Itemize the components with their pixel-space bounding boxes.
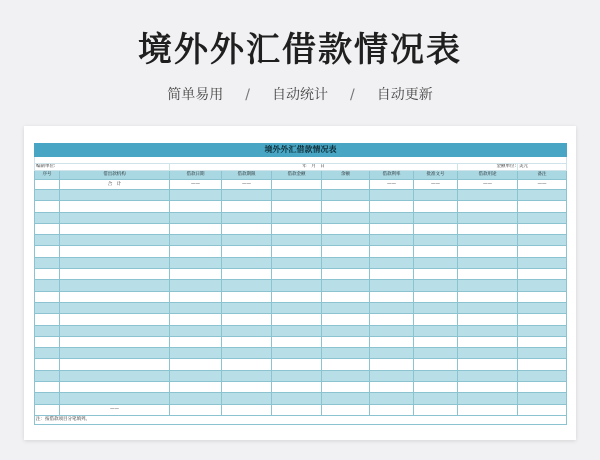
table-cell[interactable] <box>222 404 272 415</box>
table-cell[interactable] <box>518 235 567 246</box>
table-cell[interactable] <box>322 348 370 359</box>
table-cell[interactable] <box>60 212 170 223</box>
table-cell[interactable] <box>222 393 272 404</box>
table-cell[interactable] <box>322 336 370 347</box>
table-cell[interactable] <box>518 291 567 302</box>
table-row <box>35 280 567 291</box>
table-cell[interactable] <box>272 370 322 381</box>
table-cell[interactable] <box>414 190 458 201</box>
table-cell[interactable] <box>272 201 322 212</box>
table-cell[interactable] <box>222 359 272 370</box>
table-cell[interactable] <box>322 223 370 234</box>
table-cell[interactable] <box>272 336 322 347</box>
table-cell[interactable] <box>458 190 518 201</box>
separator: / <box>245 87 250 103</box>
table-cell[interactable] <box>60 348 170 359</box>
table-cell[interactable] <box>170 370 222 381</box>
table-cell[interactable] <box>222 291 272 302</box>
table-cell[interactable] <box>458 382 518 393</box>
currency-value: 美元 <box>518 164 567 171</box>
table-cell[interactable] <box>322 212 370 223</box>
table-cell[interactable] <box>272 393 322 404</box>
table-cell[interactable] <box>322 269 370 280</box>
table-cell[interactable] <box>222 280 272 291</box>
feature-easy: 简单易用 <box>167 87 224 103</box>
table-cell[interactable] <box>518 269 567 280</box>
table-row <box>35 235 567 246</box>
table-cell[interactable] <box>322 246 370 257</box>
table-cell[interactable] <box>272 359 322 370</box>
table-cell[interactable] <box>272 291 322 302</box>
table-cell[interactable] <box>170 223 222 234</box>
total-approval-dash: —— <box>414 180 458 190</box>
table-cell[interactable] <box>272 280 322 291</box>
table-cell[interactable] <box>60 370 170 381</box>
table-cell[interactable] <box>322 302 370 313</box>
table-row <box>35 348 567 359</box>
column-header: 借款金额 <box>272 171 322 180</box>
table-cell[interactable] <box>458 404 518 415</box>
table-cell[interactable] <box>414 291 458 302</box>
table-cell[interactable] <box>272 302 322 313</box>
table-cell[interactable] <box>222 223 272 234</box>
column-header: 借出款机构 <box>60 171 170 180</box>
table-cell[interactable] <box>518 382 567 393</box>
table-cell[interactable] <box>222 201 272 212</box>
table-cell[interactable] <box>414 382 458 393</box>
table-cell[interactable] <box>458 223 518 234</box>
table-cell[interactable] <box>222 348 272 359</box>
table-cell[interactable] <box>458 359 518 370</box>
table-cell[interactable] <box>170 246 222 257</box>
table-cell[interactable] <box>60 382 170 393</box>
table-cell[interactable] <box>518 393 567 404</box>
spreadsheet-preview <box>24 126 576 440</box>
table-cell[interactable] <box>370 336 414 347</box>
table-cell[interactable] <box>458 235 518 246</box>
table-cell[interactable] <box>35 201 60 212</box>
table-cell[interactable] <box>170 280 222 291</box>
amount-unit-label: 金额单位: <box>458 164 518 171</box>
table-cell[interactable] <box>322 280 370 291</box>
table-note: 注：按借款项目分笔填列。 <box>35 415 567 424</box>
table-cell[interactable] <box>458 336 518 347</box>
table-cell[interactable] <box>414 359 458 370</box>
table-cell[interactable] <box>35 212 60 223</box>
table-cell[interactable] <box>272 348 322 359</box>
table-row <box>35 190 567 201</box>
table-cell[interactable] <box>170 302 222 313</box>
table-cell[interactable] <box>414 325 458 336</box>
table-cell[interactable] <box>518 246 567 257</box>
feature-auto-update: 自动更新 <box>376 87 433 103</box>
table-cell[interactable] <box>322 235 370 246</box>
table-row <box>35 382 567 393</box>
table-cell[interactable] <box>322 404 370 415</box>
table-cell[interactable] <box>518 280 567 291</box>
table-cell[interactable] <box>518 302 567 313</box>
table-cell[interactable] <box>414 336 458 347</box>
table-cell[interactable] <box>60 223 170 234</box>
column-header: 序号 <box>35 171 60 180</box>
table-cell[interactable] <box>458 370 518 381</box>
table-cell[interactable] <box>414 393 458 404</box>
total-term-dash: —— <box>222 180 272 190</box>
table-cell[interactable] <box>170 382 222 393</box>
table-cell[interactable] <box>222 370 272 381</box>
table-row <box>35 325 567 336</box>
table-cell[interactable] <box>35 325 60 336</box>
table-cell[interactable] <box>414 201 458 212</box>
table-cell[interactable] <box>170 291 222 302</box>
total-remark-dash: —— <box>518 180 567 190</box>
column-header: 借款期限 <box>222 171 272 180</box>
total-label: 合 计 <box>60 180 170 190</box>
table-row <box>35 370 567 381</box>
table-cell[interactable] <box>322 382 370 393</box>
column-header: 借款利率 <box>370 171 414 180</box>
table-cell[interactable] <box>370 302 414 313</box>
dash-marker-cell[interactable]: —— <box>60 404 170 415</box>
table-cell[interactable] <box>458 212 518 223</box>
table-cell[interactable] <box>60 201 170 212</box>
table-cell[interactable] <box>322 257 370 268</box>
table-cell[interactable] <box>170 336 222 347</box>
table-cell[interactable] <box>272 314 322 325</box>
table-cell[interactable] <box>60 302 170 313</box>
table-cell[interactable] <box>370 235 414 246</box>
table-cell[interactable] <box>322 314 370 325</box>
table-cell[interactable] <box>458 325 518 336</box>
table-cell[interactable] <box>518 201 567 212</box>
table-cell[interactable] <box>60 336 170 347</box>
meta-spacer <box>35 157 567 164</box>
table-cell[interactable] <box>414 404 458 415</box>
table-cell[interactable] <box>370 348 414 359</box>
table-cell[interactable] <box>370 201 414 212</box>
table-cell[interactable] <box>518 257 567 268</box>
table-cell[interactable] <box>518 190 567 201</box>
feature-list <box>0 84 600 104</box>
table-cell[interactable] <box>370 190 414 201</box>
table-cell[interactable] <box>222 302 272 313</box>
table-cell[interactable] <box>222 257 272 268</box>
table-row <box>35 393 567 404</box>
table-row <box>35 404 567 415</box>
table-cell[interactable] <box>414 302 458 313</box>
table-cell[interactable] <box>458 393 518 404</box>
column-header: 备注 <box>518 171 567 180</box>
table-cell[interactable] <box>458 246 518 257</box>
table-cell[interactable] <box>370 359 414 370</box>
table-cell[interactable] <box>518 359 567 370</box>
table-cell[interactable] <box>222 314 272 325</box>
table-row <box>35 201 567 212</box>
table-cell[interactable] <box>370 280 414 291</box>
table-cell[interactable] <box>35 291 60 302</box>
table-cell[interactable] <box>222 212 272 223</box>
table-cell[interactable] <box>170 348 222 359</box>
table-cell[interactable] <box>458 314 518 325</box>
table-cell[interactable] <box>35 359 60 370</box>
table-row <box>35 302 567 313</box>
table-cell[interactable] <box>414 257 458 268</box>
table-cell[interactable] <box>35 302 60 313</box>
table-cell[interactable] <box>60 235 170 246</box>
table-cell[interactable] <box>35 382 60 393</box>
table-cell[interactable] <box>518 348 567 359</box>
table-cell[interactable] <box>170 404 222 415</box>
table-cell[interactable] <box>322 370 370 381</box>
table-cell[interactable] <box>272 257 322 268</box>
table-row <box>35 359 567 370</box>
table-cell[interactable] <box>370 325 414 336</box>
table-cell[interactable] <box>272 190 322 201</box>
table-cell[interactable] <box>518 212 567 223</box>
table-cell[interactable] <box>272 382 322 393</box>
total-index-cell[interactable] <box>35 180 60 190</box>
table-cell[interactable] <box>322 190 370 201</box>
table-cell[interactable] <box>222 190 272 201</box>
table-cell[interactable] <box>170 314 222 325</box>
table-cell[interactable] <box>272 235 322 246</box>
table-cell[interactable] <box>370 257 414 268</box>
table-cell[interactable] <box>170 325 222 336</box>
table-cell[interactable] <box>458 291 518 302</box>
table-cell[interactable] <box>60 314 170 325</box>
table-cell[interactable] <box>518 404 567 415</box>
table-cell[interactable] <box>272 212 322 223</box>
table-cell[interactable] <box>222 382 272 393</box>
table-cell[interactable] <box>518 336 567 347</box>
table-cell[interactable] <box>35 190 60 201</box>
table-cell[interactable] <box>222 246 272 257</box>
table-row <box>35 246 567 257</box>
table-cell[interactable] <box>370 291 414 302</box>
table-cell[interactable] <box>272 269 322 280</box>
table-cell[interactable] <box>272 404 322 415</box>
page-title: 境外外汇借款情况表 <box>138 30 462 70</box>
table-cell[interactable] <box>518 223 567 234</box>
table-cell[interactable] <box>35 235 60 246</box>
table-cell[interactable] <box>272 246 322 257</box>
table-cell[interactable] <box>458 302 518 313</box>
table-cell[interactable] <box>60 291 170 302</box>
table-cell[interactable] <box>60 269 170 280</box>
table-row <box>35 314 567 325</box>
table-cell[interactable] <box>35 336 60 347</box>
table-cell[interactable] <box>35 370 60 381</box>
total-date-dash: —— <box>170 180 222 190</box>
table-cell[interactable] <box>322 201 370 212</box>
table-cell[interactable] <box>170 201 222 212</box>
table-row <box>35 336 567 347</box>
table-cell[interactable] <box>35 404 60 415</box>
total-rate-dash: —— <box>370 180 414 190</box>
table-cell[interactable] <box>518 325 567 336</box>
table-cell[interactable] <box>414 212 458 223</box>
table-cell[interactable] <box>414 280 458 291</box>
table-cell[interactable] <box>222 336 272 347</box>
table-cell[interactable] <box>458 257 518 268</box>
table-cell[interactable] <box>414 223 458 234</box>
table-cell[interactable] <box>35 280 60 291</box>
table-cell[interactable] <box>322 359 370 370</box>
table-cell[interactable] <box>170 269 222 280</box>
column-header: 余额 <box>322 171 370 180</box>
loan-table <box>34 143 567 425</box>
table-cell[interactable] <box>170 393 222 404</box>
table-cell[interactable] <box>60 325 170 336</box>
table-cell[interactable] <box>35 269 60 280</box>
table-cell[interactable] <box>414 314 458 325</box>
table-cell[interactable] <box>370 269 414 280</box>
column-header: 批准文号 <box>414 171 458 180</box>
table-row <box>35 257 567 268</box>
table-row <box>35 212 567 223</box>
table-cell[interactable] <box>35 348 60 359</box>
table-cell[interactable] <box>458 269 518 280</box>
table-cell[interactable] <box>170 190 222 201</box>
table-cell[interactable] <box>458 348 518 359</box>
table-cell[interactable] <box>370 223 414 234</box>
total-purpose-dash: —— <box>458 180 518 190</box>
table-cell[interactable] <box>370 370 414 381</box>
table-cell[interactable] <box>60 393 170 404</box>
table-cell[interactable] <box>35 393 60 404</box>
table-cell[interactable] <box>370 382 414 393</box>
table-cell[interactable] <box>170 235 222 246</box>
table-cell[interactable] <box>414 246 458 257</box>
table-cell[interactable] <box>60 257 170 268</box>
feature-auto-count: 自动统计 <box>272 87 328 103</box>
column-header: 借款用途 <box>458 171 518 180</box>
table-row <box>35 269 567 280</box>
table-cell[interactable] <box>518 314 567 325</box>
table-cell[interactable] <box>322 291 370 302</box>
table-cell[interactable] <box>414 235 458 246</box>
table-cell[interactable] <box>370 393 414 404</box>
table-cell[interactable] <box>60 190 170 201</box>
table-cell[interactable] <box>222 325 272 336</box>
table-cell[interactable] <box>35 314 60 325</box>
date-label: 年 月 日 <box>170 164 458 171</box>
table-cell[interactable] <box>414 370 458 381</box>
separator: / <box>350 87 355 103</box>
table-cell[interactable] <box>222 269 272 280</box>
table-cell[interactable] <box>60 246 170 257</box>
total-balance-cell[interactable] <box>322 180 370 190</box>
table-cell[interactable] <box>370 404 414 415</box>
table-cell[interactable] <box>170 257 222 268</box>
table-cell[interactable] <box>322 393 370 404</box>
table-cell[interactable] <box>35 246 60 257</box>
table-cell[interactable] <box>170 212 222 223</box>
total-amount-cell[interactable] <box>272 180 322 190</box>
table-cell[interactable] <box>272 325 322 336</box>
table-cell[interactable] <box>35 257 60 268</box>
table-cell[interactable] <box>414 269 458 280</box>
table-cell[interactable] <box>35 223 60 234</box>
sheet-title: 境外外汇借款情况表 <box>35 144 567 157</box>
table-cell[interactable] <box>518 370 567 381</box>
table-cell[interactable] <box>370 246 414 257</box>
table-cell[interactable] <box>272 223 322 234</box>
unit-label: 编制单位: <box>35 164 170 171</box>
table-cell[interactable] <box>222 235 272 246</box>
table-cell[interactable] <box>458 201 518 212</box>
table-cell[interactable] <box>370 314 414 325</box>
table-cell[interactable] <box>60 280 170 291</box>
table-cell[interactable] <box>370 212 414 223</box>
table-cell[interactable] <box>60 359 170 370</box>
table-row <box>35 291 567 302</box>
table-cell[interactable] <box>170 359 222 370</box>
table-cell[interactable] <box>322 325 370 336</box>
table-row <box>35 223 567 234</box>
table-cell[interactable] <box>458 280 518 291</box>
column-header: 借款日期 <box>170 171 222 180</box>
table-cell[interactable] <box>414 348 458 359</box>
